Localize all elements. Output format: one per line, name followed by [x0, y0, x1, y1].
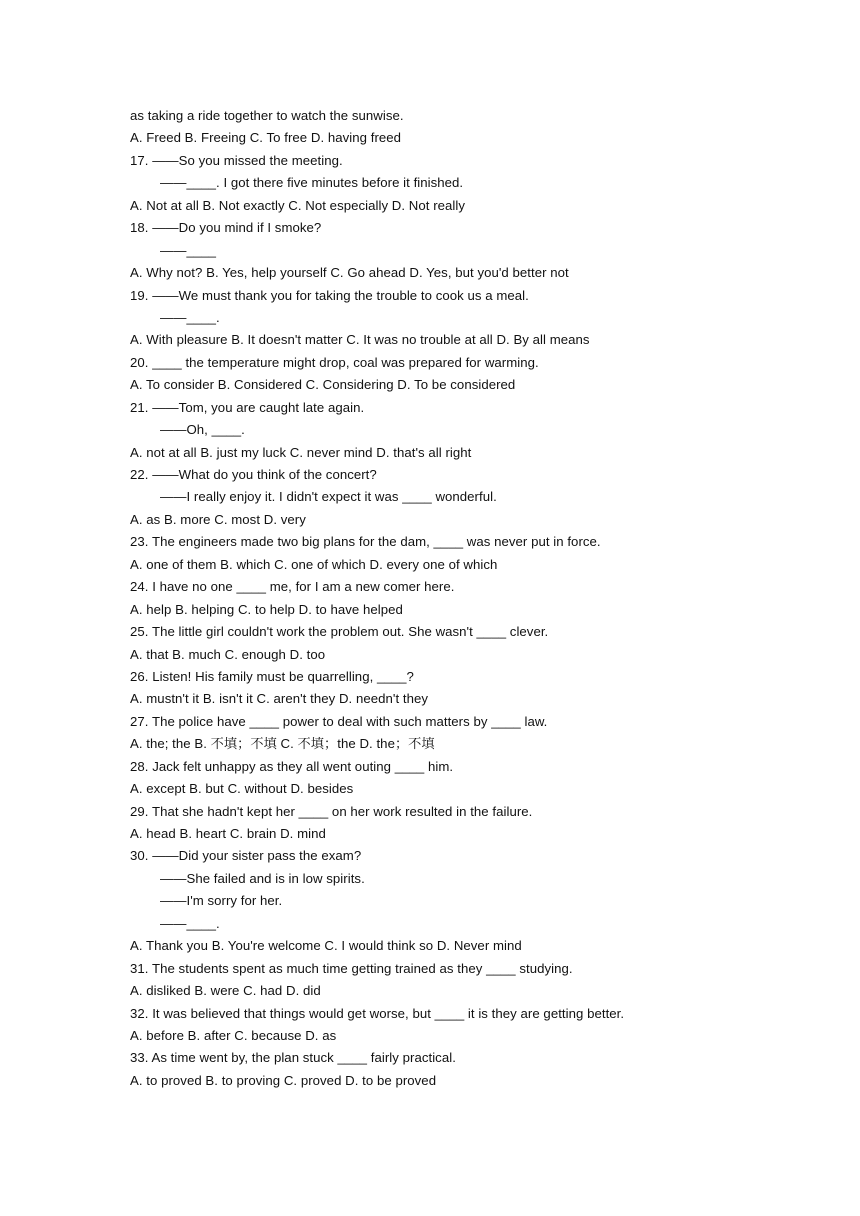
text-line: 23. The engineers made two big plans for the dam, ____ was never put in force. — [130, 534, 601, 550]
text-line: A. the; the B. 不填；不填 C. 不填；the D. the；不填 — [130, 736, 435, 752]
text-line: 31. The students spent as much time getting trained as they ____ studying. — [130, 960, 573, 976]
dialogue-line: ——____ — [160, 242, 217, 258]
text-line: 17. ——So you missed the meeting. — [130, 152, 343, 168]
text-line: 20. ____ the temperature might drop, coal was prepared for warming. — [130, 354, 539, 370]
text-line: as taking a ride together to watch the sunwise. — [130, 108, 404, 123]
dialogue-line: ——Oh, ____. — [160, 422, 245, 438]
text-line: A. disliked B. were C. had D. did — [130, 983, 321, 999]
dialogue-line: ——____. — [160, 915, 220, 931]
text-line: 18. ——Do you mind if I smoke? — [130, 220, 322, 236]
text-line: 19. ——We must thank you for taking the trouble to cook us a meal. — [130, 287, 529, 303]
text-line: 28. Jack felt unhappy as they all went outing ____ him. — [130, 758, 454, 774]
text-line: A. except B. but C. without D. besides — [130, 781, 354, 797]
text-line: A. Not at all B. Not exactly C. Not especially D. Not really — [130, 197, 466, 213]
text-line: A. mustn't it B. isn't it C. aren't they D. needn't they — [130, 691, 428, 707]
text-line: 21. ——Tom, you are caught late again. — [130, 399, 365, 415]
text-line: 33. As time went by, the plan stuck ____ fairly practical. — [130, 1050, 456, 1066]
text-line: A. one of them B. which C. one of which D. every one of which — [130, 556, 498, 572]
text-line: A. to proved B. to proving C. proved D. to be proved — [130, 1072, 437, 1088]
text-line: 27. The police have ____ power to deal with such matters by ____ law. — [130, 713, 548, 729]
dialogue-line: ——____. — [160, 309, 220, 325]
dialogue-line: ——I really enjoy it. I didn't expect it was ____ wonderful. — [160, 489, 497, 505]
dialogue-line: ——____. I got there five minutes before it finished. — [160, 175, 464, 191]
text-line: A. as B. more C. most D. very — [130, 511, 306, 527]
text-line: 25. The little girl couldn't work the problem out. She wasn't ____ clever. — [130, 624, 549, 640]
text-line: 30. ——Did your sister pass the exam? — [130, 848, 362, 864]
text-line: A. not at all B. just my luck C. never mind D. that's all right — [130, 444, 472, 460]
text-line: A. Thank you B. You're welcome C. I would think so D. Never mind — [130, 938, 522, 954]
text-line: A. head B. heart C. brain D. mind — [130, 826, 326, 841]
text-line: 29. That she hadn't kept her ____ on her work resulted in the failure. — [130, 803, 533, 819]
text-line: A. With pleasure B. It doesn't matter C. It was no trouble at all D. By all means — [130, 332, 590, 348]
document-body — [130, 105, 810, 1092]
text-line: A. help B. helping C. to help D. to have helped — [130, 601, 403, 617]
text-line: A. before B. after C. because D. as — [130, 1027, 337, 1043]
dialogue-line: ——I'm sorry for her. — [160, 893, 283, 909]
text-line: 32. It was believed that things would get worse, but ____ it is they are getting better. — [130, 1005, 625, 1021]
text-line: A. Freed B. Freeing C. To free D. having freed — [130, 130, 402, 146]
text-line: A. that B. much C. enough D. too — [130, 646, 326, 662]
text-line: 26. Listen! His family must be quarrelling, ____? — [130, 668, 414, 684]
text-line: 22. ——What do you think of the concert? — [130, 467, 377, 482]
text-line: 24. I have no one ____ me, for I am a new comer here. — [130, 579, 455, 595]
text-line: A. To consider B. Considered C. Considering D. To be considered — [130, 377, 516, 393]
text-line: A. Why not? B. Yes, help yourself C. Go ahead D. Yes, but you'd better not — [130, 265, 569, 281]
dialogue-line: ——She failed and is in low spirits. — [160, 870, 365, 886]
